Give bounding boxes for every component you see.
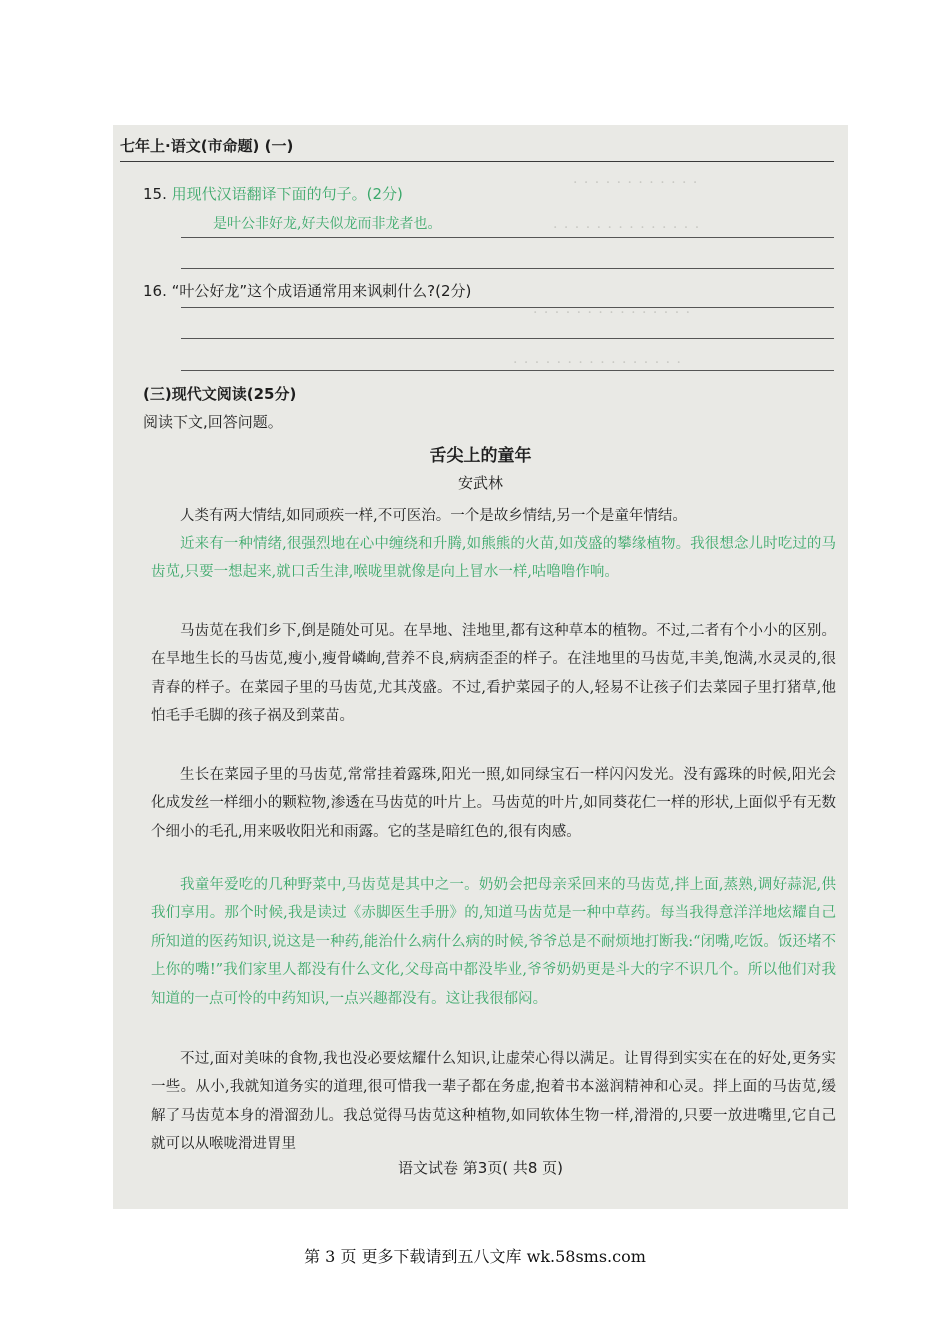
section-instruction: 阅读下文,回答问题。 [143, 413, 283, 431]
paragraph: 马齿苋在我们乡下,倒是随处可见。在旱地、洼地里,都有这种草本的植物。不过,二者有个小小的区别。在旱地生长的马齿苋,瘦小,瘦骨嶙峋,营养不良,病病歪歪的样子。在洼地里的马齿苋,丰美,饱满,水灵灵的,很青春的样子。在菜园子里的马齿苋,尤其茂盛。不过,看护菜园子的人,轻易不让孩子们去菜园子里打猪草,他怕毛手毛脚的孩子祸及到菜苗。 [151, 623, 836, 725]
bleed-through: · · · · · · · · · · · · · · · [533, 305, 692, 321]
answer-line [181, 370, 834, 371]
paragraph: 不过,面对美味的食物,我也没必要炫耀什么知识,让虚荣心得以满足。让胃得到实实在在的好处,更务实一些。从小,我就知道务实的道理,很可惜我一辈子都在务虚,抱着书本滋润精神和心灵。拌上面的马齿苋,缓解了马齿苋本身的滑溜劲儿。我总觉得马齿苋这种植物,如同软体生物一样,滑滑的,只要一放进嘴里,它自己就可以从喉咙滑进胃里 [151, 1051, 836, 1153]
page-header: 七年上·语文(市命题) (一) [120, 137, 294, 155]
answer-line [181, 307, 834, 308]
scan-page-footer: 语文试卷 第3页( 共8 页) [397, 1159, 564, 1177]
article-author: 安武林 [457, 474, 503, 492]
paragraph-highlighted: 近来有一种情绪,很强烈地在心中缠绕和升腾,如熊熊的火苗,如茂盛的攀缘植物。我很想念儿时吃过的马齿苋,只要一想起来,就口舌生津,喉咙里就像是向上冒水一样,咕噜噜作响。 [151, 536, 836, 581]
question-15 [143, 183, 403, 204]
scanned-exam-page [113, 125, 848, 1209]
question-prompt: 用现代汉语翻译下面的句子。(2分) [171, 185, 403, 203]
bleed-through: · · · · · · · · · · · · · · [553, 220, 701, 236]
paragraph: 生长在菜园子里的马齿苋,常常挂着露珠,阳光一照,如同绿宝石一样闪闪发光。没有露珠的时候,阳光会化成发丝一样细小的颗粒物,渗透在马齿苋的叶片上。马齿苋的叶片,如同葵花仁一样的形状,上面似乎有无数个细小的毛孔,用来吸收阳光和雨露。它的茎是暗红色的,很有肉感。 [151, 767, 836, 840]
paragraph: 人类有两大情结,如同顽疾一样,不可医治。一个是故乡情结,另一个是童年情结。 [180, 508, 687, 524]
paragraph-highlighted: 我童年爱吃的几种野菜中,马齿苋是其中之一。奶奶会把母亲采回来的马齿苋,拌上面,蒸熟,调好蒜泥,供我们享用。那个时候,我是读过《赤脚医生手册》的,知道马齿苋是一种中草药。每当我得意洋洋地炫耀自己所知道的医药知识,说这是一种药,能治什么病什么病的时候,爷爷总是不耐烦地打断我:“闭嘴,吃饭。饭还堵不上你的嘴!”我们家里人都没有什么文化,父母高中都没毕业,爷爷奶奶更是斗大的字不识几个。所以他们对我知道的一点可怜的中药知识,一点兴趣都没有。这让我很郁闷。 [151, 877, 836, 1007]
article-title: 舌尖上的童年 [429, 446, 532, 466]
question-number: 15. [143, 185, 167, 203]
section-heading: (三)现代文阅读(25分) [143, 385, 297, 403]
bleed-through: · · · · · · · · · · · · [573, 175, 699, 191]
question-16 [143, 280, 471, 301]
bleed-through: · · · · · · · · · · · · · · · · [513, 355, 682, 371]
question-number: 16. [143, 282, 167, 300]
header-rule [120, 161, 834, 162]
handwritten-answer: 是叶公非好龙,好夫似龙而非龙者也。 [213, 216, 442, 232]
answer-line [181, 268, 834, 269]
question-prompt: “叶公好龙”这个成语通常用来讽刺什么?(2分) [171, 282, 472, 300]
answer-line [181, 237, 834, 238]
answer-line [181, 338, 834, 339]
page-footer: 第 3 页 更多下载请到五八文库 wk.58sms.com [304, 1247, 646, 1266]
